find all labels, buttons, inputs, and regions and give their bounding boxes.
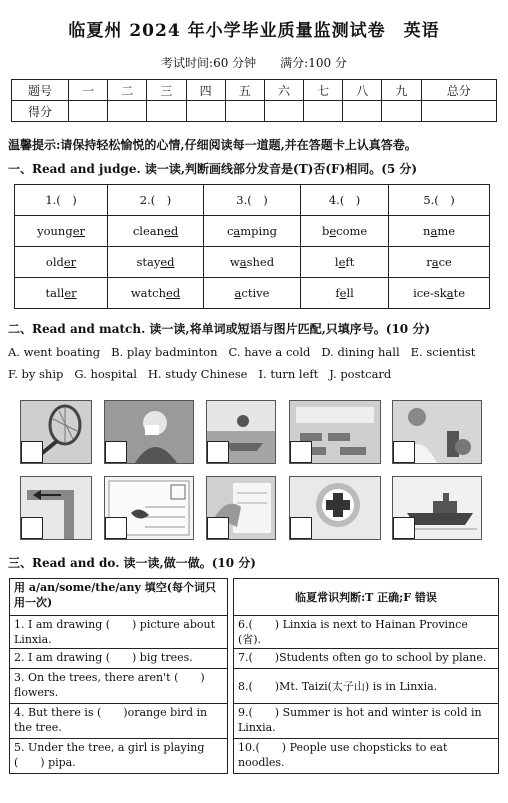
word-cell: younger xyxy=(15,216,108,247)
word-cell: ice-skate xyxy=(389,278,490,309)
answer-cell[interactable]: 2.( ) xyxy=(108,185,204,216)
score-cell[interactable] xyxy=(225,101,264,122)
question-number-cell: 六 xyxy=(264,80,303,101)
question-number-cell: 七 xyxy=(304,80,343,101)
postcard-picture xyxy=(104,476,194,540)
answer-cell[interactable]: 3.( ) xyxy=(203,185,300,216)
score-table xyxy=(11,79,497,122)
question-number-cell: 八 xyxy=(343,80,382,101)
word-cell: cleaned xyxy=(108,216,204,247)
answer-box[interactable] xyxy=(21,517,43,539)
score-label: 得分 xyxy=(12,101,69,122)
question-number-cell: 一 xyxy=(69,80,108,101)
badminton-racket-picture xyxy=(20,400,92,464)
word-cell: name xyxy=(389,216,490,247)
question-number-cell: 九 xyxy=(382,80,421,101)
score-cell[interactable] xyxy=(343,101,382,122)
word-cell: become xyxy=(301,216,389,247)
right-header: 临夏常识判断:T 正确;F 错误 xyxy=(234,579,499,616)
answer-cell[interactable]: 1.( ) xyxy=(15,185,108,216)
page-title: 临夏州 2024 年小学毕业质量监测试卷 英语 xyxy=(68,21,440,41)
dining-hall-picture xyxy=(289,400,381,464)
question-number-cell: 总分 xyxy=(421,80,496,101)
question-number-label: 题号 xyxy=(12,80,69,101)
question-number-cell: 二 xyxy=(108,80,147,101)
score-cell[interactable] xyxy=(264,101,303,122)
word-cell: washed xyxy=(203,247,300,278)
tip-text: 温馨提示:请保持轻松愉悦的心情,仔细阅读每一道题,并在答题卡上认真答卷。 xyxy=(8,138,417,152)
score-cell[interactable] xyxy=(382,101,421,122)
score-cell[interactable] xyxy=(69,101,108,122)
answer-box[interactable] xyxy=(105,517,127,539)
sick-person-picture xyxy=(104,400,194,464)
word-cell: watched xyxy=(108,278,204,309)
answer-cell[interactable]: 5.( ) xyxy=(389,185,490,216)
answer-box[interactable] xyxy=(207,441,229,463)
exam-info: 考试时间:60 分钟 满分:100 分 xyxy=(161,56,347,70)
score-cell[interactable] xyxy=(186,101,225,122)
judge-item: 10.( ) People use chopsticks to eat noodles. xyxy=(234,739,499,774)
score-cell[interactable] xyxy=(421,101,496,122)
answer-box[interactable] xyxy=(393,441,415,463)
answer-cell[interactable]: 4.( ) xyxy=(301,185,389,216)
word-cell: left xyxy=(301,247,389,278)
match-option: H. study Chinese xyxy=(147,367,248,381)
fill-item: 3. On the trees, there aren't ( ) flowers. xyxy=(10,669,228,704)
fill-item: 1. I am drawing ( ) picture about Linxia. xyxy=(10,616,228,649)
writing-picture xyxy=(206,476,276,540)
section2-heading: 二、Read and match. 读一读,将单词或短语与图片匹配,只填序号。(10 分) xyxy=(8,322,431,336)
question-number-cell: 四 xyxy=(186,80,225,101)
word-cell: stayed xyxy=(108,247,204,278)
match-option: F. by ship xyxy=(8,367,64,381)
ship-picture xyxy=(392,476,482,540)
match-option: J. postcard xyxy=(329,367,392,381)
match-option: G. hospital xyxy=(74,367,137,381)
left-header: 用 a/an/some/the/any 填空(每个词只用一次) xyxy=(10,579,228,616)
match-option: I. turn left xyxy=(258,367,319,381)
score-cell[interactable] xyxy=(108,101,147,122)
judge-item: 7.( )Students often go to school by plane. xyxy=(234,649,499,669)
hospital-cross-picture xyxy=(289,476,381,540)
judge-item: 8.( )Mt. Taizi(太子山) is in Linxia. xyxy=(234,669,499,704)
match-option: C. have a cold xyxy=(228,345,311,359)
word-cell: taller xyxy=(15,278,108,309)
judge-item: 6.( ) Linxia is next to Hainan Province (省). xyxy=(234,616,499,649)
word-cell: older xyxy=(15,247,108,278)
word-cell: race xyxy=(389,247,490,278)
match-option: E. scientist xyxy=(410,345,476,359)
question-number-cell: 三 xyxy=(147,80,186,101)
word-cell: active xyxy=(203,278,300,309)
answer-box[interactable] xyxy=(105,441,127,463)
section1-heading: 一、Read and judge. 读一读,判断画线部分发音是(T)否(F)相同。(5 分) xyxy=(8,162,418,176)
fill-item: 4. But there is ( )orange bird in the tree. xyxy=(10,704,228,739)
phonics-table xyxy=(14,184,490,309)
answer-box[interactable] xyxy=(207,517,229,539)
answer-box[interactable] xyxy=(393,517,415,539)
match-option: D. dining hall xyxy=(321,345,400,359)
fill-item: 2. I am drawing ( ) big trees. xyxy=(10,649,228,669)
score-cell[interactable] xyxy=(304,101,343,122)
turn-left-sign-picture xyxy=(20,476,92,540)
word-cell: fell xyxy=(301,278,389,309)
match-option: A. went boating xyxy=(8,345,101,359)
options-row-1 xyxy=(8,345,486,359)
answer-box[interactable] xyxy=(290,441,312,463)
word-cell: camping xyxy=(203,216,300,247)
score-cell[interactable] xyxy=(147,101,186,122)
options-row-2 xyxy=(8,367,402,381)
answer-box[interactable] xyxy=(290,517,312,539)
fill-and-judge-table xyxy=(9,578,499,774)
scientist-picture xyxy=(392,400,482,464)
fill-item: 5. Under the tree, a girl is playing ( ) pipa. xyxy=(10,739,228,774)
match-option: B. play badminton xyxy=(111,345,218,359)
judge-item: 9.( ) Summer is hot and winter is cold in Linxia. xyxy=(234,704,499,739)
question-number-cell: 五 xyxy=(225,80,264,101)
boating-picture xyxy=(206,400,276,464)
answer-box[interactable] xyxy=(21,441,43,463)
section3-heading: 三、Read and do. 读一读,做一做。(10 分) xyxy=(8,556,256,570)
